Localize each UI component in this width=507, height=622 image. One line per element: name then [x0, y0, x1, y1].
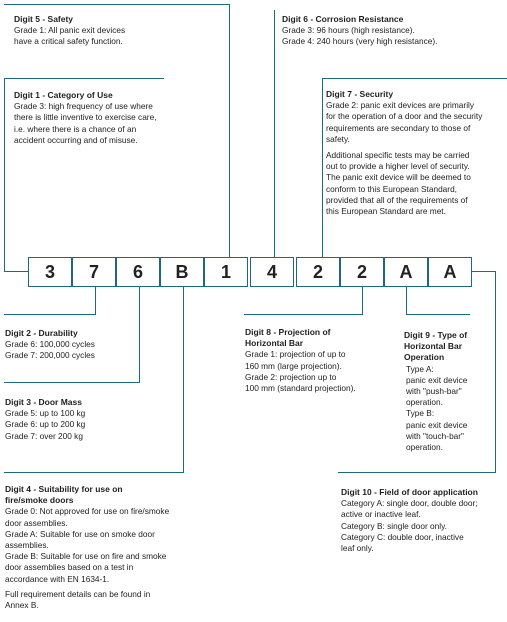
digit2-line: Grade 6: 100,000 cycles: [5, 339, 95, 350]
digit8-line: Grade 2: projection up to: [245, 371, 337, 382]
connector-digit7: [322, 78, 323, 257]
connector-digit9: [406, 286, 407, 314]
connector-digit2: [95, 286, 96, 314]
digit7-line: for the operation of a door and the security: [326, 111, 483, 122]
digit9-type-b-line: Type B:: [406, 408, 435, 419]
digit8-title: Digit 8 - Projection of: [245, 327, 331, 337]
connector-digit8-h: [244, 314, 363, 315]
digit9-title: Operation: [404, 352, 445, 363]
digit8-line: 160 mm (large projection).: [245, 360, 342, 371]
digit9-type-a-line: Type A:: [406, 363, 434, 374]
connector-digit2-h: [4, 314, 96, 315]
digit9-block: [404, 330, 504, 453]
digit6-block: [282, 14, 502, 48]
code-digit-9: A: [384, 257, 428, 287]
digit10-line: Category C: double door, inactive: [341, 531, 464, 542]
digit9-type-b-line: operation.: [406, 442, 443, 453]
digit2-title: Digit 2 - Durability: [5, 328, 78, 338]
digit7-line: safety.: [326, 133, 350, 144]
digit8-block: [245, 327, 395, 394]
connector-digit7-top: [322, 78, 507, 79]
digit7-extra-line: Additional specific tests may be carried: [326, 150, 470, 161]
connector-digit1-top: [4, 78, 164, 79]
digit3-line: Grade 5: up to 100 kg: [5, 408, 86, 419]
digit8-title: Horizontal Bar: [245, 338, 304, 349]
code-digit-2: 7: [72, 257, 116, 287]
digit7-extra-line: The panic exit device will be deemed to: [326, 172, 471, 183]
digit4-line: Grade 0: Not approved for use on fire/smoke: [5, 506, 170, 517]
digit2-line: Grade 7: 200,000 cycles: [5, 350, 95, 361]
digit8-line: Grade 1: projection of up to: [245, 349, 346, 360]
digit4-line: door assemblies based on a test in: [5, 562, 134, 573]
digit9-type-b-line: panic exit device: [406, 419, 468, 430]
code-digit-7: 2: [296, 257, 340, 287]
digit10-line: Category A: single door, double door;: [341, 498, 478, 509]
digit7-line: requirements are secondary to those of: [326, 122, 471, 133]
connector-digit10-h: [338, 472, 496, 473]
digit5-line: Grade 1: All panic exit devices: [14, 25, 126, 36]
code-digit-3: 6: [116, 257, 160, 287]
digit3-block: [5, 397, 175, 442]
digit7-line: Grade 2: panic exit devices are primarily: [326, 100, 475, 111]
connector-digit5-top: [4, 4, 230, 5]
digit4-line: Grade B: Suitable for use on fire and smoke: [5, 551, 167, 562]
digit10-line: Category B: single door only.: [341, 520, 447, 531]
connector-digit5: [229, 4, 230, 266]
digit4-line: door assemblies.: [5, 517, 68, 528]
digit1-line: accident occurring and of misuse.: [14, 134, 138, 145]
digit8-line: 100 mm (standard projection).: [245, 383, 356, 394]
digit9-type-a-line: with "push-bar": [406, 386, 462, 397]
digit4-title: fire/smoke doors: [5, 495, 74, 506]
code-digit-5: 1: [204, 257, 248, 287]
connector-digit1-bottom: [4, 271, 28, 272]
digit9-title: Horizontal Bar: [404, 341, 463, 352]
digit1-line: there is little inventive to exercise care,: [14, 112, 157, 123]
digit4-line: accordance with EN 1634-1.: [5, 573, 110, 584]
connector-digit1: [4, 78, 5, 272]
digit10-title: Digit 10 - Field of door application: [341, 487, 478, 497]
digit4-note-line: Annex B.: [5, 600, 39, 611]
digit1-line: Grade 3: high frequency of use where: [14, 101, 153, 112]
digit7-block: [326, 89, 504, 217]
digit1-title: Digit 1 - Category of Use: [14, 90, 113, 100]
code-digit-1: 3: [28, 257, 72, 287]
connector-digit6: [274, 10, 275, 257]
digit4-block: [5, 484, 205, 611]
digit1-line: i.e. where there is a chance of an: [14, 123, 137, 134]
digit5-line: have a critical safety function.: [14, 36, 123, 47]
digit3-line: Grade 6: up to 200 kg: [5, 419, 86, 430]
digit5-title: Digit 5 - Safety: [14, 14, 74, 24]
digit7-title: Digit 7 - Security: [326, 89, 394, 99]
connector-digit4-h: [4, 472, 184, 473]
digit10-line: leaf only.: [341, 543, 374, 554]
connector-digit3-h: [4, 382, 140, 383]
digit3-title: Digit 3 - Door Mass: [5, 397, 82, 407]
digit10-block: [341, 487, 506, 554]
digit2-block: [5, 328, 175, 362]
digit7-extra-line: out to provide a higher level of security.: [326, 161, 470, 172]
digit7-extra-line: provided that all of the requirements of: [326, 194, 468, 205]
digit10-line: active or inactive leaf.: [341, 509, 421, 520]
digit9-type-a-line: operation.: [406, 397, 443, 408]
digit5-block: [14, 14, 224, 48]
digit4-note-line: Full requirement details can be found in: [5, 588, 151, 599]
digit7-extra-line: this European Standard are met.: [326, 206, 446, 217]
digit9-title: Digit 9 - Type of: [404, 330, 468, 340]
code-digit-8: 2: [340, 257, 384, 287]
code-digit-10: A: [428, 257, 472, 287]
digit9-type-a-line: panic exit device: [406, 374, 468, 385]
digit1-block: [14, 90, 224, 146]
connector-digit9-h: [406, 314, 470, 315]
digit9-type-b-line: with "touch-bar": [406, 430, 465, 441]
connector-digit10-top: [472, 271, 496, 272]
digit4-line: assemblies.: [5, 540, 49, 551]
digit4-title: Digit 4 - Suitability for use on: [5, 484, 123, 494]
digit7-extra-line: conform to this European Standard,: [326, 183, 457, 194]
code-digit-4: B: [160, 257, 204, 287]
connector-digit8: [362, 286, 363, 314]
digit3-line: Grade 7: over 200 kg: [5, 430, 83, 441]
code-digit-6: 4: [250, 257, 294, 287]
connector-digit4: [183, 286, 184, 472]
digit6-line: Grade 3: 96 hours (high resistance).: [282, 25, 415, 36]
digit6-title: Digit 6 - Corrosion Resistance: [282, 14, 404, 24]
digit4-line: Grade A: Suitable for use on smoke door: [5, 528, 155, 539]
digit6-line: Grade 4: 240 hours (very high resistance).: [282, 36, 438, 47]
